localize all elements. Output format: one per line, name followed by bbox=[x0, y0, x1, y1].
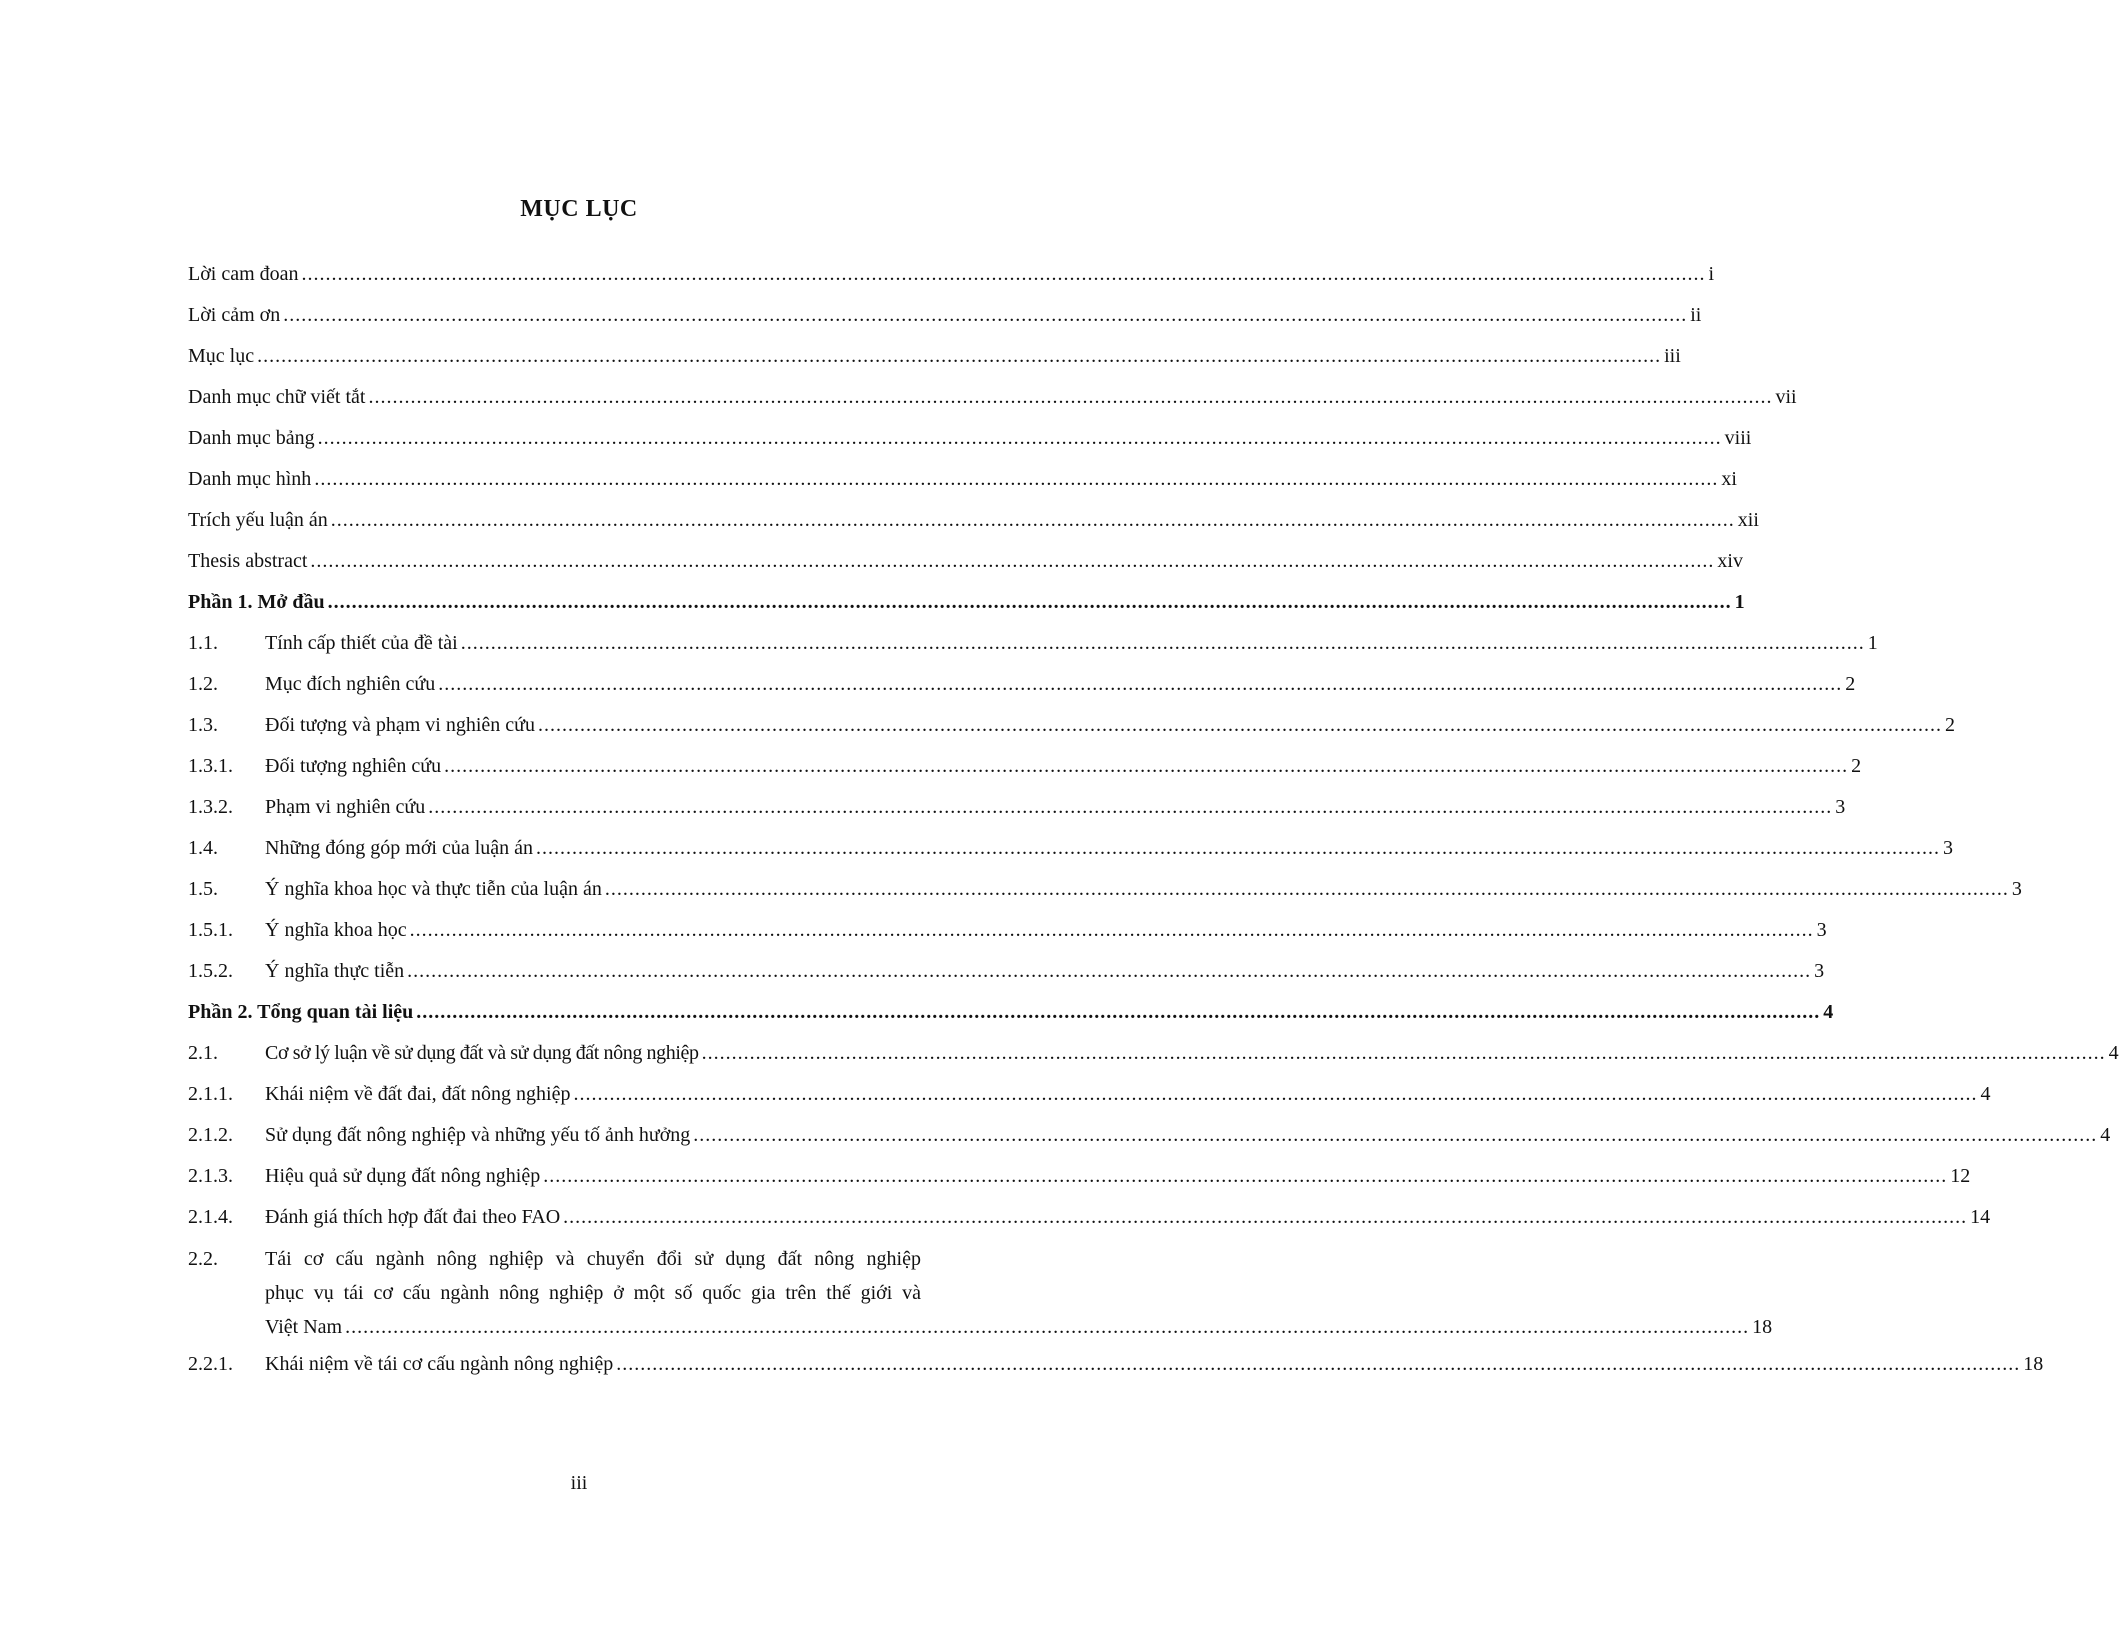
toc-entry: 1.5.1. Ý nghĩa khoa học ..... 3 bbox=[188, 910, 978, 951]
toc-entry: 1.2. Mục đích nghiên cứu ..... 2 bbox=[188, 664, 978, 705]
toc-entry: 1.4. Những đóng góp mới của luận án ..... 3 bbox=[188, 828, 978, 869]
table-of-contents bbox=[188, 254, 2119, 1385]
toc-entry: Danh mục chữ viết tắt ..... vii bbox=[188, 377, 978, 418]
toc-entry: 2.1.3. Hiệu quả sử dụng đất nông nghiệp ..... 12 bbox=[188, 1156, 978, 1197]
toc-entry-last-line: Việt Nam ..... 18 bbox=[265, 1310, 1772, 1344]
toc-entry-body: Tái cơ cấu ngành nông nghiệp và chuyển đổi sử dụng đất nông nghiệp phục vụ tái cơ cấu ngành nông nghiệp ở một số quốc gia trên thế giới và Việt Nam ..... 18 bbox=[265, 1242, 1772, 1344]
toc-entry: 1.5. Ý nghĩa khoa học và thực tiễn của luận án ..... 3 bbox=[188, 869, 978, 910]
toc-entry: 2.1. Cơ sở lý luận về sử dụng đất và sử dụng đất nông nghiệp ..... 4 bbox=[188, 1033, 978, 1074]
toc-entry: Danh mục hình ..... xi bbox=[188, 459, 978, 500]
toc-entry: Trích yếu luận án ..... xii bbox=[188, 500, 978, 541]
toc-entry: 1.3. Đối tượng và phạm vi nghiên cứu ..... 2 bbox=[188, 705, 978, 746]
toc-entry: Danh mục bảng ..... viii bbox=[188, 418, 978, 459]
toc-entry: 1.3.2. Phạm vi nghiên cứu ..... 3 bbox=[188, 787, 978, 828]
toc-entry: Lời cam đoan ..... i bbox=[188, 254, 978, 295]
toc-entry: 1.3.1. Đối tượng nghiên cứu ..... 2 bbox=[188, 746, 978, 787]
toc-part-heading: Phần 2. Tổng quan tài liệu ..... 4 bbox=[188, 992, 978, 1033]
toc-entry: Lời cảm ơn ..... ii bbox=[188, 295, 978, 336]
toc-part-heading: Phần 1. Mở đầu ..... 1 bbox=[188, 582, 978, 623]
toc-entry: 1.5.2. Ý nghĩa thực tiễn ..... 3 bbox=[188, 951, 978, 992]
toc-entry: 2.2.1. Khái niệm về tái cơ cấu ngành nông nghiệp ..... 18 bbox=[188, 1344, 978, 1385]
page-title: MỤC LỤC bbox=[520, 196, 638, 222]
toc-entry: Thesis abstract ..... xiv bbox=[188, 541, 978, 582]
toc-entry: 2.1.4. Đánh giá thích hợp đất đai theo FAO ..... 14 bbox=[188, 1197, 978, 1238]
toc-entry-multiline: 2.2. Tái cơ cấu ngành nông nghiệp và chuyển đổi sử dụng đất nông nghiệp phục vụ tái cơ cấu ngành nông nghiệp ở một số quốc gia trên thế giới và Việt Nam ..... 18 bbox=[188, 1238, 978, 1344]
toc-entry: 2.1.2. Sử dụng đất nông nghiệp và những yếu tố ảnh hưởng ..... 4 bbox=[188, 1115, 978, 1156]
toc-entry: Mục lục ..... iii bbox=[188, 336, 978, 377]
toc-entry: 1.1. Tính cấp thiết của đề tài ..... 1 bbox=[188, 623, 978, 664]
toc-entry: 2.1.1. Khái niệm về đất đai, đất nông nghiệp ..... 4 bbox=[188, 1074, 978, 1115]
page-number: iii bbox=[570, 1472, 588, 1494]
